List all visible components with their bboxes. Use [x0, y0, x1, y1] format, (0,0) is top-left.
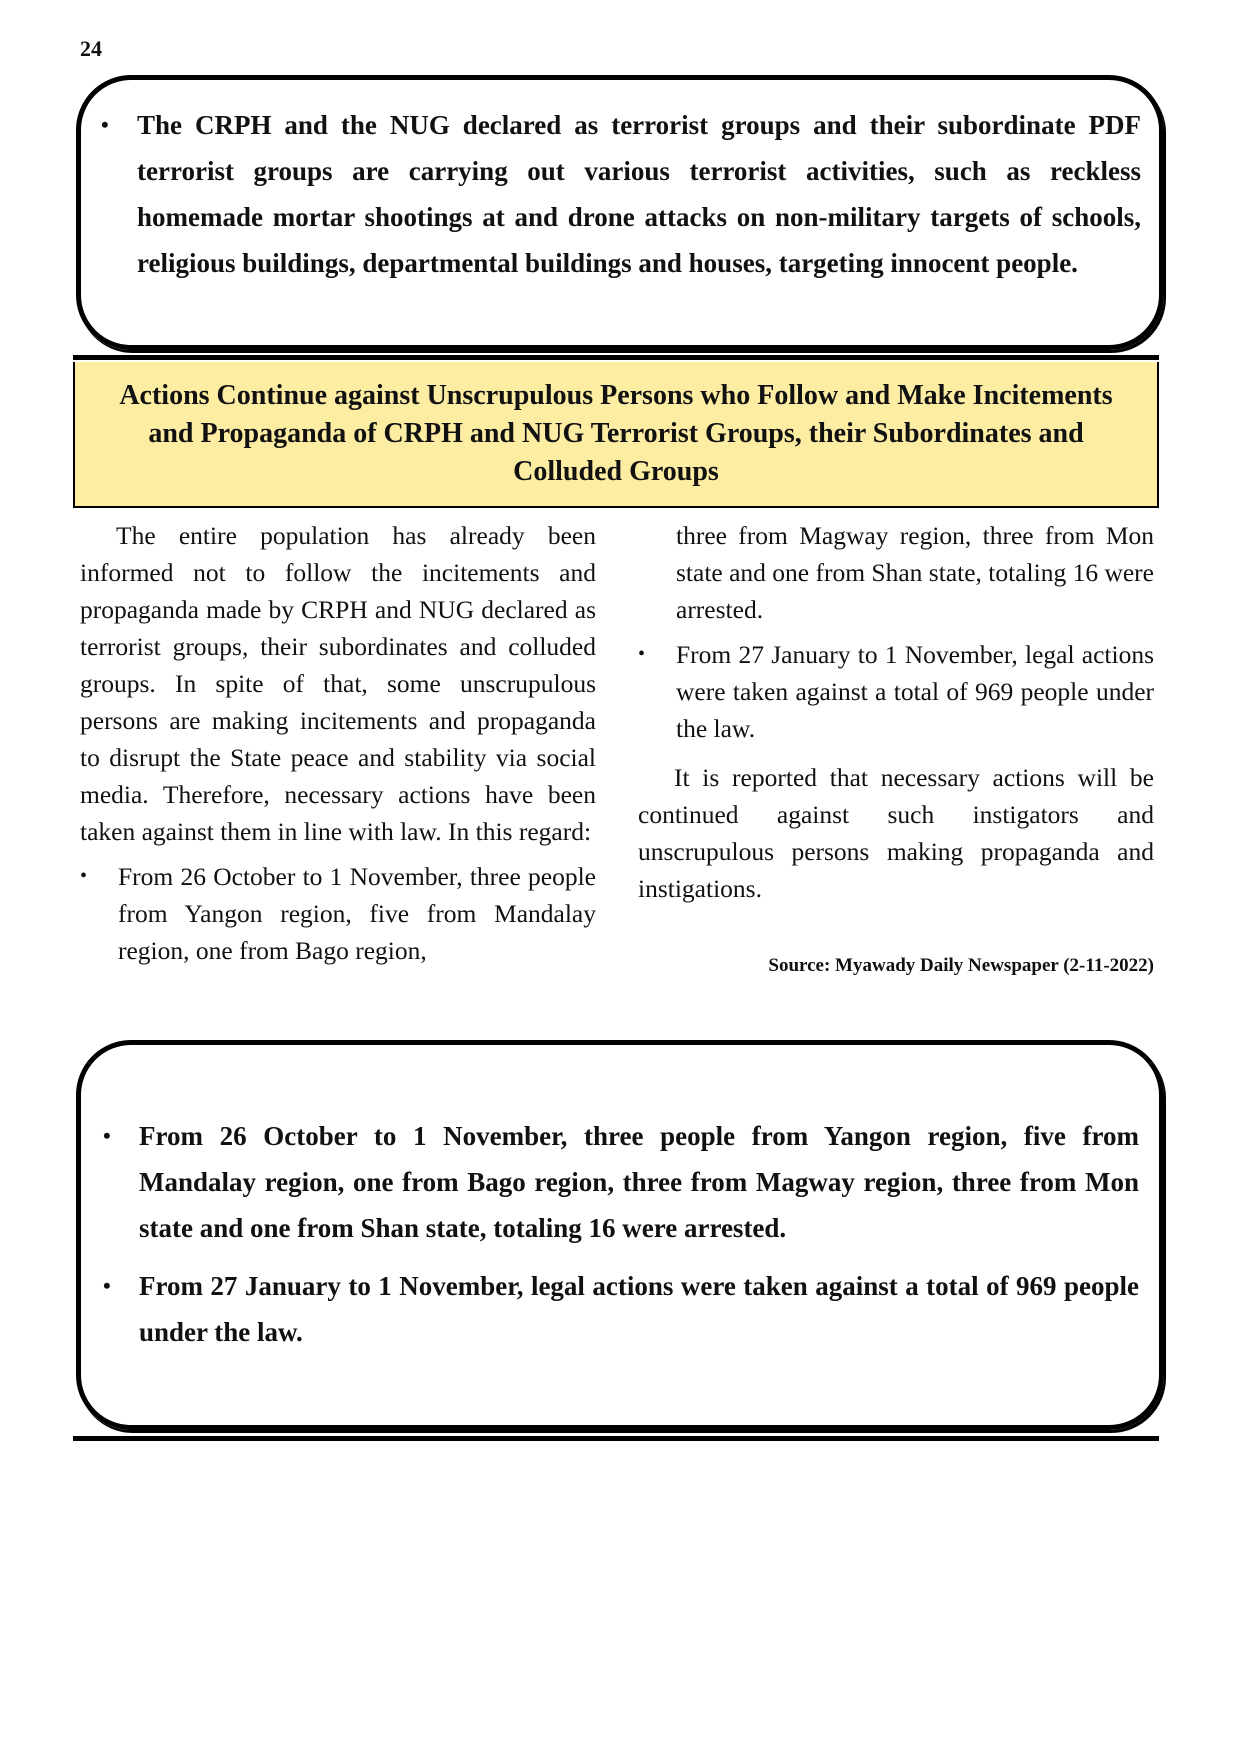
highlight-item	[103, 1263, 1139, 1355]
article-list-item-continued: three from Magway region, three from Mon state and one from Shan state, totaling 16 were arrested.	[676, 521, 1154, 624]
article-list-item	[80, 858, 596, 969]
article-list-item-text: From 26 October to 1 November, three people from Yangon region, five from Mandalay region, one from Bago region,	[118, 862, 596, 965]
highlight-item	[101, 102, 1141, 286]
bullet-icon: •	[103, 1273, 111, 1298]
highlight-box-bottom	[76, 1040, 1164, 1430]
page-number: 24	[80, 36, 102, 61]
bullet-icon: •	[80, 865, 88, 887]
article-column-right	[638, 517, 1154, 984]
article-list	[80, 858, 596, 969]
article-paragraph: The entire population has already been informed not to follow the incitements and propaganda made by CRPH and NUG declared as terrorist groups, their subordinates and colluded groups. In spite of that, some unscrupulous persons are making incitements and propaganda to disrupt the State peace and stability via social media. Therefore, necessary actions have been taken against them in line with law. In this regard:	[80, 521, 596, 846]
highlight-item-text: From 27 January to 1 November, legal actions were taken against a total of 969 people under the law.	[139, 1271, 1139, 1347]
article-list-item	[638, 636, 1154, 747]
highlight-list-bottom	[103, 1113, 1139, 1367]
article-list	[638, 636, 1154, 747]
bullet-icon: •	[101, 112, 109, 137]
divider-top	[73, 355, 1159, 360]
highlight-item-text: From 26 October to 1 November, three people from Yangon region, five from Mandalay region, one from Bago region, three from Magway region, three from Mon state and one from Shan state, totaling 16 were arrested.	[139, 1121, 1139, 1243]
highlight-item-text: The CRPH and the NUG declared as terrorist groups and their subordinate PDF terrorist groups are carrying out various terrorist activities, such as reckless homemade mortar shootings at and drone attacks on non-military targets of schools, religious buildings, departmental buildings and houses, targeting innocent people.	[137, 110, 1141, 278]
bullet-icon: •	[638, 643, 646, 665]
article-headline: Actions Continue against Unscrupulous Persons who Follow and Make Incitements and Propaganda of CRPH and NUG Terrorist Groups, their Subordinates and Colluded Groups	[119, 380, 1113, 487]
article-source: Source: Myawady Daily Newspaper (2-11-2022)	[768, 955, 1154, 976]
article-list-item-text: From 27 January to 1 November, legal actions were taken against a total of 969 people under the law.	[676, 640, 1154, 743]
highlight-box-top	[76, 75, 1164, 350]
article-column-left	[80, 517, 596, 981]
highlight-list-top	[101, 102, 1141, 286]
highlight-item	[103, 1113, 1139, 1251]
bullet-icon: •	[103, 1123, 111, 1148]
article-paragraph: It is reported that necessary actions will be continued against such instigators and unscrupulous persons making propaganda and instigations.	[638, 763, 1154, 903]
headline-banner	[73, 362, 1159, 508]
divider-bottom	[73, 1436, 1159, 1441]
